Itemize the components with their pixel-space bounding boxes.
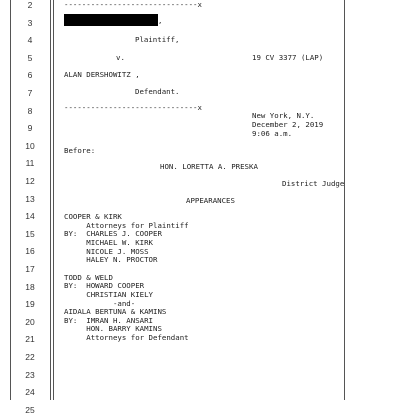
before-label: Before: [64,146,96,155]
line-number: 13 [25,193,35,204]
line-number: 21 [25,334,35,345]
versus-label: v. [116,53,125,62]
line-number: 11 [25,158,35,169]
line-number: 3 [27,17,33,28]
appearance-line: AIDALA BERTUNA & KAMINS [64,307,167,317]
appearance-line: COOPER & KIRK [64,212,122,221]
plaintiff-label: Plaintiff, [135,35,180,44]
appearance-line: Attorneys for Defendant [64,333,189,343]
line-number: 5 [27,52,33,63]
case-number: 19 CV 3377 (LAP) [252,53,324,62]
judge-title: District Judge [282,179,345,188]
right-margin-rule [344,0,345,400]
hearing-place: New York, N.Y. [252,111,315,120]
left-double-rule-inner [53,0,54,400]
caption-rule-bottom: ------------------------------x [64,103,202,112]
hearing-time: 9:06 a.m. [252,129,293,138]
appearance-line: HON. BARRY KAMINS [64,324,162,334]
appearance-line: TODD & WELD [64,272,113,282]
appearance-line: Attorneys for Plaintiff [64,220,189,230]
left-margin-rule [10,0,11,400]
line-number: 14 [25,211,35,222]
appearance-line: HALEY N. PROCTOR [64,255,158,265]
line-number: 6 [27,70,33,81]
party-suffix: , [158,16,163,25]
hearing-date: December 2, 2019 [252,120,324,129]
line-number: 2 [27,0,33,10]
line-number: 16 [25,246,35,257]
appearance-line: NICOLE J. MOSS [64,246,149,256]
left-double-rule-outer [50,0,51,400]
appearance-line: CHRISTIAN KIELY [64,289,153,299]
line-number: 10 [25,140,35,151]
appearance-line: BY: HOWARD COOPER [64,281,145,291]
line-number: 23 [25,369,35,380]
line-number: 25 [25,404,35,415]
line-number: 24 [25,387,35,398]
defendant-label: Defendant. [135,87,180,96]
line-number: 20 [25,316,35,327]
judge-name: HON. LORETTA A. PRESKA [160,162,258,171]
line-number: 19 [25,299,35,310]
appearance-line: MICHAEL W. KIRK [64,237,153,247]
caption-rule-top: ------------------------------x [64,0,202,9]
appearance-line: BY: CHARLES J. COOPER [64,229,162,239]
line-number: 18 [25,281,35,292]
line-number: 15 [25,228,35,239]
redacted-party-name [64,14,158,26]
line-number: 9 [27,123,33,134]
line-number: 22 [25,352,35,362]
line-number: 4 [27,35,33,46]
line-number: 8 [27,105,33,116]
appearance-line: -and- [64,298,136,308]
line-number: 12 [25,176,35,186]
appearance-line: BY: IMRAN H. ANSARI [64,315,153,325]
appearances-heading: APPEARANCES [186,196,235,205]
line-number: 17 [25,264,35,274]
defendant-name: ALAN DERSHOWITZ , [64,70,140,79]
line-number: 7 [27,88,33,98]
